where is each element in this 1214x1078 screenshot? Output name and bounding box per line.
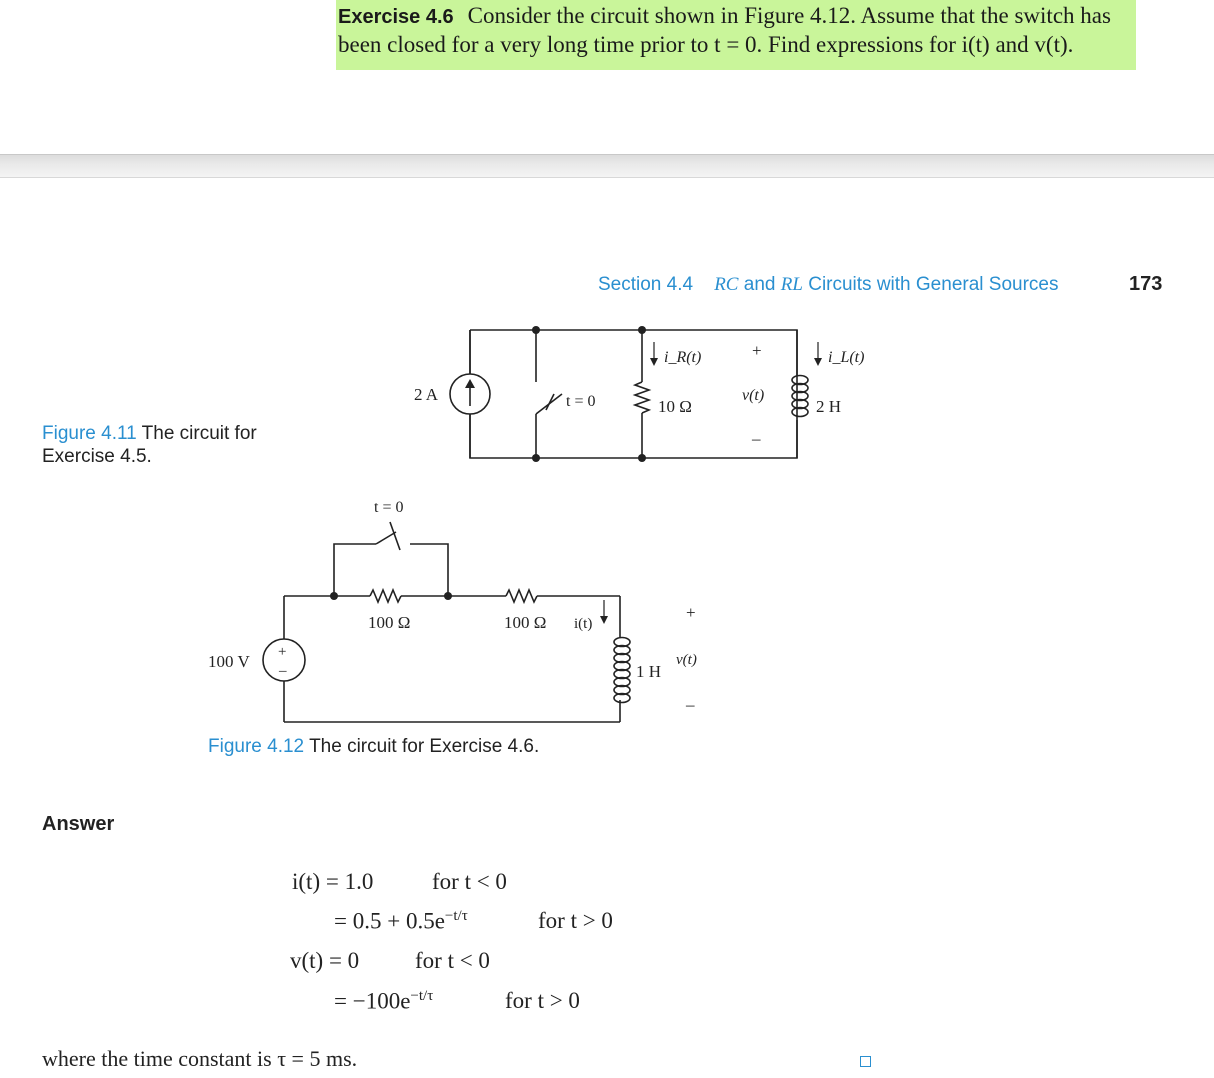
- time-constant-note: where the time constant is τ = 5 ms.: [42, 1046, 358, 1071]
- current-r-label: i_R(t): [664, 349, 702, 366]
- title-and: and: [743, 274, 776, 295]
- title-rc: RC: [714, 274, 739, 295]
- circuit-node: [638, 454, 646, 462]
- figure-4-11-caption: [42, 422, 302, 468]
- section-number: Section 4.4: [598, 274, 694, 295]
- source-label: 100 V: [208, 652, 250, 671]
- resistor-1-label: 100 Ω: [368, 613, 411, 632]
- figure-4-12-label: Figure 4.12: [208, 736, 305, 757]
- equation-i-rhs-2-base: = 0.5 + 0.5e: [334, 908, 445, 934]
- running-head: [598, 274, 1058, 296]
- switch-label: t = 0: [374, 499, 404, 516]
- page-divider: [0, 154, 1214, 178]
- circuit-node: [444, 592, 452, 600]
- resistor-2-label: 100 Ω: [504, 613, 547, 632]
- end-of-exercise-icon: [860, 1056, 871, 1067]
- plus-sign: +: [752, 341, 762, 360]
- equation-i-cond-1: for t < 0: [432, 869, 507, 894]
- figure-4-11-circuit: [400, 318, 870, 468]
- equation-v-rhs-2-exponent: −t/τ: [410, 988, 434, 1004]
- arrow-down-icon: [650, 358, 658, 366]
- plus-sign: +: [686, 603, 696, 622]
- circuit-node: [532, 326, 540, 334]
- title-rl: RL: [780, 274, 803, 295]
- equation-i-rhs-2: [334, 908, 468, 935]
- equation-v-cond-2: for t > 0: [505, 988, 580, 1013]
- voltage-label: v(t): [676, 652, 697, 668]
- exercise-statement: [338, 2, 1178, 59]
- source-minus: –: [279, 663, 287, 679]
- source-label: 2 A: [414, 385, 439, 404]
- source-plus: +: [278, 644, 287, 660]
- resistor-label: 10 Ω: [658, 397, 692, 416]
- exercise-label: Exercise 4.6: [338, 6, 454, 28]
- circuit-node: [638, 326, 646, 334]
- current-label: i(t): [574, 616, 593, 632]
- equation-i-lhs: i(t) = 1.0: [292, 869, 374, 894]
- answer-heading: Answer: [42, 813, 115, 835]
- voltage-label: v(t): [742, 387, 765, 404]
- figure-4-11-label: Figure 4.11: [42, 423, 137, 444]
- minus-sign: –: [686, 695, 695, 714]
- equation-i-rhs-2-exponent: −t/τ: [444, 908, 468, 924]
- figure-4-12-circuit: [200, 492, 720, 732]
- inductor-coil: [614, 638, 630, 703]
- equation-v-rhs-2-base: = −100e: [334, 988, 411, 1014]
- title-rest: Circuits with General Sources: [808, 274, 1059, 295]
- arrow-down-icon: [600, 616, 608, 624]
- inductor-coil: [792, 376, 808, 417]
- equation-v-rhs-2: [334, 988, 433, 1015]
- page-number: 173: [1129, 273, 1163, 295]
- arrow-down-icon: [814, 358, 822, 366]
- figure-4-11-caption-line-2: Exercise 4.5.: [42, 446, 152, 467]
- switch-label: t = 0: [566, 393, 596, 410]
- exercise-line-2: been closed for a very long time prior to t = 0. Find expressions for i(t) and v(t).: [338, 32, 1074, 57]
- figure-4-12-caption-text: The circuit for Exercise 4.6.: [309, 736, 540, 757]
- equation-v-lhs: v(t) = 0: [290, 948, 360, 973]
- circuit-node: [532, 454, 540, 462]
- equation-i-cond-2: for t > 0: [538, 908, 613, 933]
- equation-v-cond-1: for t < 0: [415, 948, 490, 973]
- minus-sign: –: [752, 429, 761, 448]
- figure-4-11-caption-line-1: The circuit for: [141, 423, 257, 444]
- figure-4-12-caption: [208, 736, 539, 758]
- inductor-label: 2 H: [816, 397, 842, 416]
- exercise-line-1: Consider the circuit shown in Figure 4.12. Assume that the switch has: [467, 3, 1111, 28]
- current-l-label: i_L(t): [828, 349, 865, 366]
- circuit-node: [330, 592, 338, 600]
- inductor-label: 1 H: [636, 662, 662, 681]
